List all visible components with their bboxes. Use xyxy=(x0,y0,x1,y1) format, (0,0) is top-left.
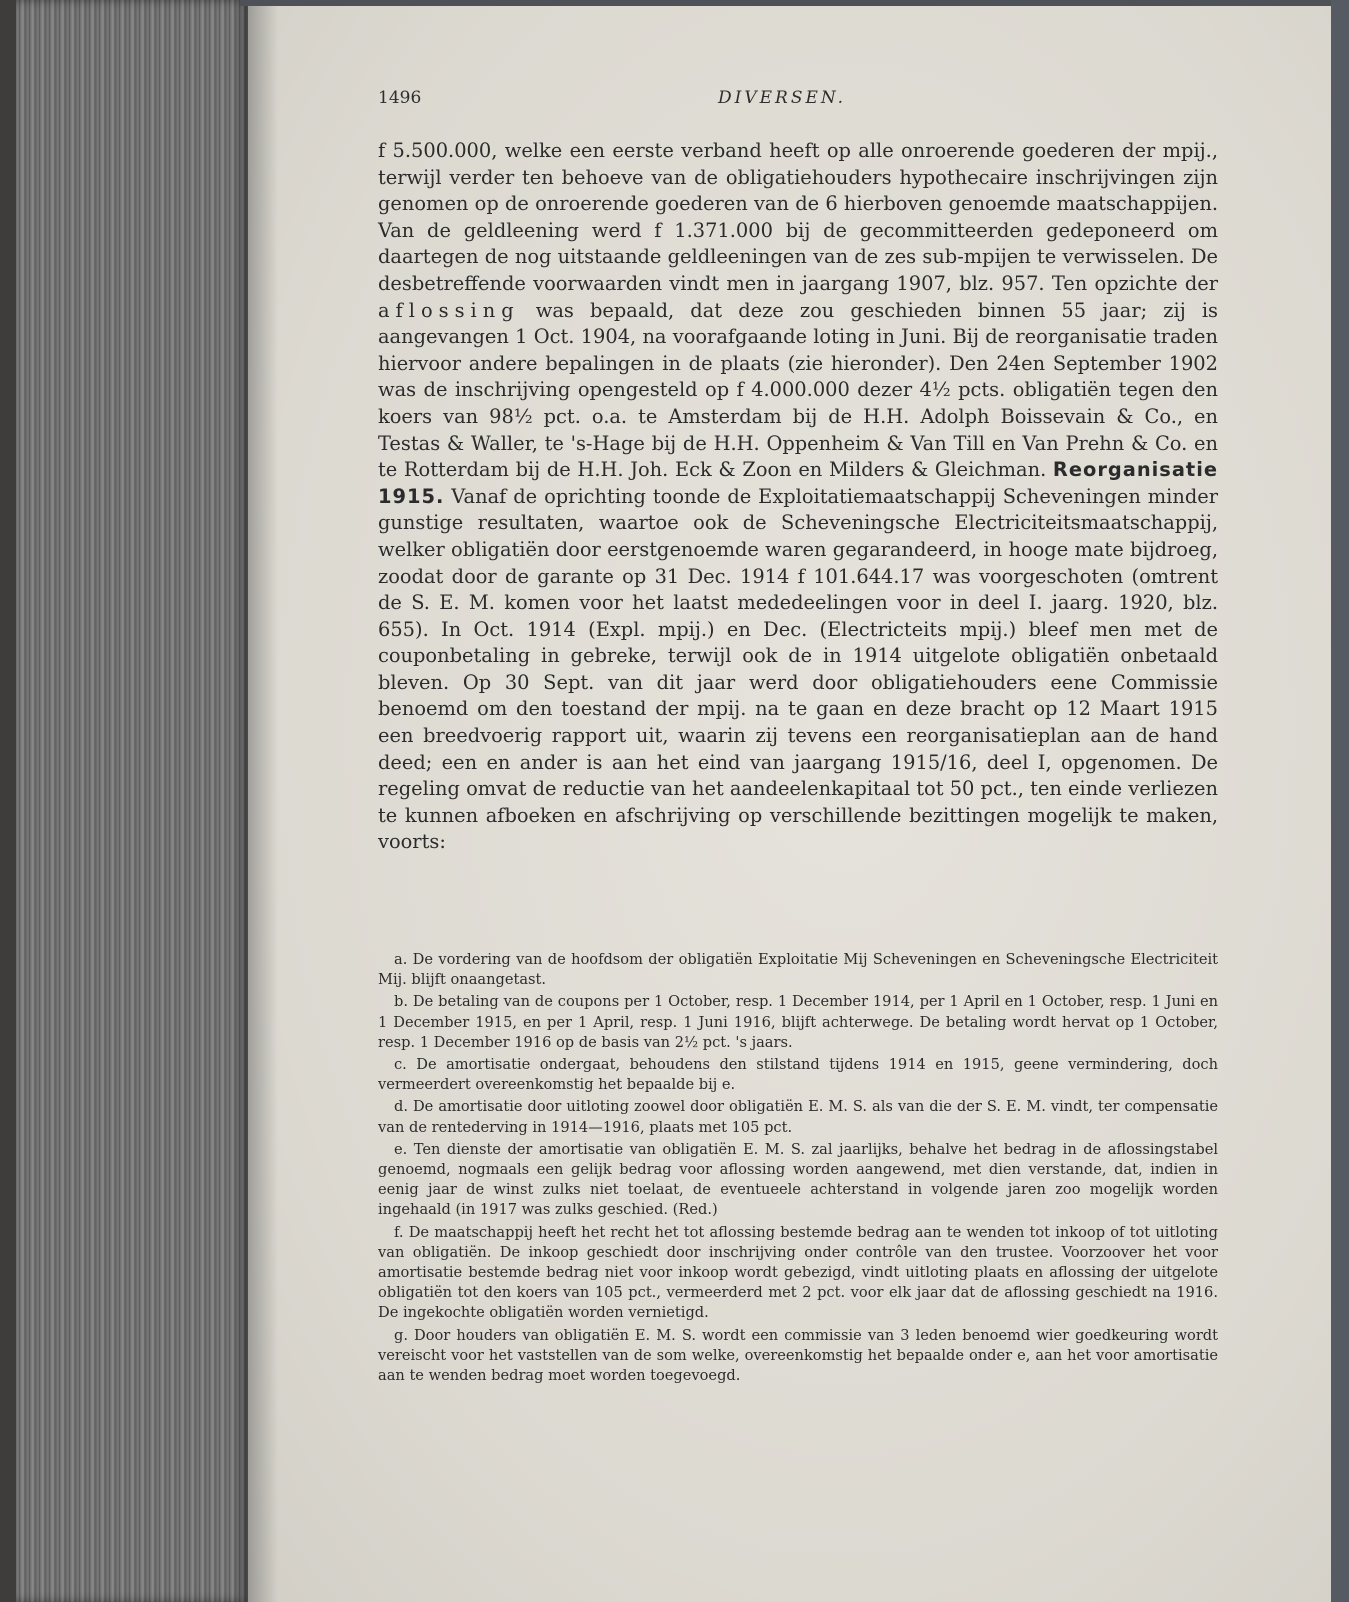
condition-item-f: f. De maatschappij heeft het recht het tot aflossing bestemde bedrag aan te wenden tot inkoop of tot uitloting van obligatiën. De inkoop geschiedt door inschrijving onder contrôle van den trustee. Voorzoover het voor amortisatie bestemde bedrag niet voor inkoop wordt gebezigd, vindt uitloting plaats en aflossing der uitgelote obligatiën tot den koers van 105 pct., vermeerderd met 2 pct. voor elk jaar dat de aflossing geschiedt na 1916. De ingekochte obligatiën worden vernietigd. xyxy=(378,1223,1218,1322)
condition-item-c: c. De amortisatie ondergaat, behoudens den stilstand tijdens 1914 en 1915, geene vermindering, doch vermeerdert overeenkomstig het bepaalde bij e. xyxy=(378,1056,1218,1094)
book-cover-edge xyxy=(0,0,16,1602)
condition-item-e: e. Ten dienste der amortisatie van obligatiën E. M. S. zal jaarlijks, behalve het bedrag in de aflossingstabel genoemd, nogmaals een gelijk bedrag voor aflossing worden aangewend, met dien verstande, dat, indien in eenig jaar de winst zulks niet toelaat, de eventueele achterstand in volgende jaren zoo mogelijk worden ingehaald (in 1917 was zulks geschied. (Red.) xyxy=(378,1140,1218,1219)
spaced-term-aflossing: aflossing xyxy=(378,298,520,322)
condition-item-a: a. De vordering van de hoofdsom der obligatiën Exploitatie Mij Scheveningen en Scheveningsche Electriciteit Mij. blijft onaangetast. xyxy=(378,951,1218,989)
condition-item-g: g. Door houders van obligatiën E. M. S. wordt een commissie van 3 leden benoemd wier goedkeuring wordt vereischt voor het vaststellen van de som welke, overeenkomstig het bepaalde onder e, aan het voor amortisatie aan te wenden bedrag moet worden toegevoegd. xyxy=(378,1326,1218,1385)
body-text-part-1: f 5.500.000, welke een eerste verband heeft op alle onroerende goederen der mpij., terwijl verder ten behoeve van de obligatiehouders hypothecaire inschrijvingen zijn genomen op de onroerende goederen van de 6 hierboven genoemde maatschappijen. Van de geldleening werd f 1.371.000 bij de gecommitteerden gedeponeerd om daartegen de nog uitstaande geldleeningen van de zes sub-mpijen te verwisselen. De desbetreffende voorwaarden vindt men in jaargang 1907, blz. 957. Ten opzichte der xyxy=(378,139,1218,295)
body-paragraph xyxy=(378,138,1218,856)
conditions-list xyxy=(378,950,1218,1388)
page-gutter-shadow xyxy=(248,6,278,1602)
scan-right-edge xyxy=(1331,0,1349,1602)
running-title: DIVERSEN. xyxy=(718,88,847,108)
main-text xyxy=(378,138,1218,856)
condition-item-b: b. De betaling van de coupons per 1 October, resp. 1 December 1914, per 1 April en 1 October, resp. 1 Juni en 1 December 1915, en per 1 April, resp. 1 Juni 1916, blijft achterwege. De betaling wordt hervat op 1 October, resp. 1 December 1916 op de basis van 2½ pct. 's jaars. xyxy=(378,993,1218,1051)
body-text-part-3: Vanaf de oprichting toonde de Exploitatiemaatschappij Scheveningen minder gunstige resultaten, waartoe ook de Scheveningsche Electriciteitsmaatschappij, welker obligatiën door eerstgenoemde waren gegarandeerd, in hooge mate bijdroeg, zoodat door de garante op 31 Dec. 1914 f 101.644.17 was voorgeschoten (omtrent de S. E. M. komen voor het laatst mededeelingen voor in deel I. jaarg. 1920, blz. 655). In Oct. 1914 (Expl. mpij.) en Dec. (Electricteits mpij.) bleef men met de couponbetaling in gebreke, terwijl ook de in 1914 uitgelote obligatiën onbetaald bleven. Op 30 Sept. van dit jaar werd door obligatiehouders eene Commissie benoemd om den toestand der mpij. na te gaan en deze bracht op 12 Maart 1915 een breedvoerig rapport uit, waarin zij tevens een reorganisatieplan aan de hand deed; een en ander is aan het eind van jaargang 1915/16, deel I, opgenomen. De regeling omvat de reductie van het aandeelenkapitaal tot 50 pct., ten einde verliezen te kunnen afboeken en afschrijving op verschillende bezittingen mogelijk te maken, voorts: xyxy=(378,484,1218,854)
page-header xyxy=(378,88,1218,112)
body-text-part-2: was bepaald, dat deze zou geschieden binnen 55 jaar; zij is aangevangen 1 Oct. 1904, na voorafgaande loting in Juni. Bij de reorganisatie traden hiervoor andere bepalingen in de plaats (zie hieronder). Den 24en September 1902 was de inschrijving opengesteld op f 4.000.000 dezer 4½ pcts. obligatiën tegen den koers van 98½ pct. o.a. te Amsterdam bij de H.H. Adolph Boissevain & Co., en Testas & Waller, te 's-Hage bij de H.H. Oppenheim & Van Till en Van Prehn & Co. en te Rotterdam bij de H.H. Joh. Eck & Zoon en Milders & Gleichman. xyxy=(378,298,1218,482)
page-number: 1496 xyxy=(378,88,422,108)
book-spine-page-edges xyxy=(0,0,248,1602)
condition-item-d: d. De amortisatie door uitloting zoowel door obligatiën E. M. S. als van die der S. E. M. vindt, ter compensatie van de rentederving in 1914—1916, plaats met 105 pct. xyxy=(378,1098,1218,1136)
section-heading-reorganisatie: Reorganisatie 1915. xyxy=(378,458,1218,508)
